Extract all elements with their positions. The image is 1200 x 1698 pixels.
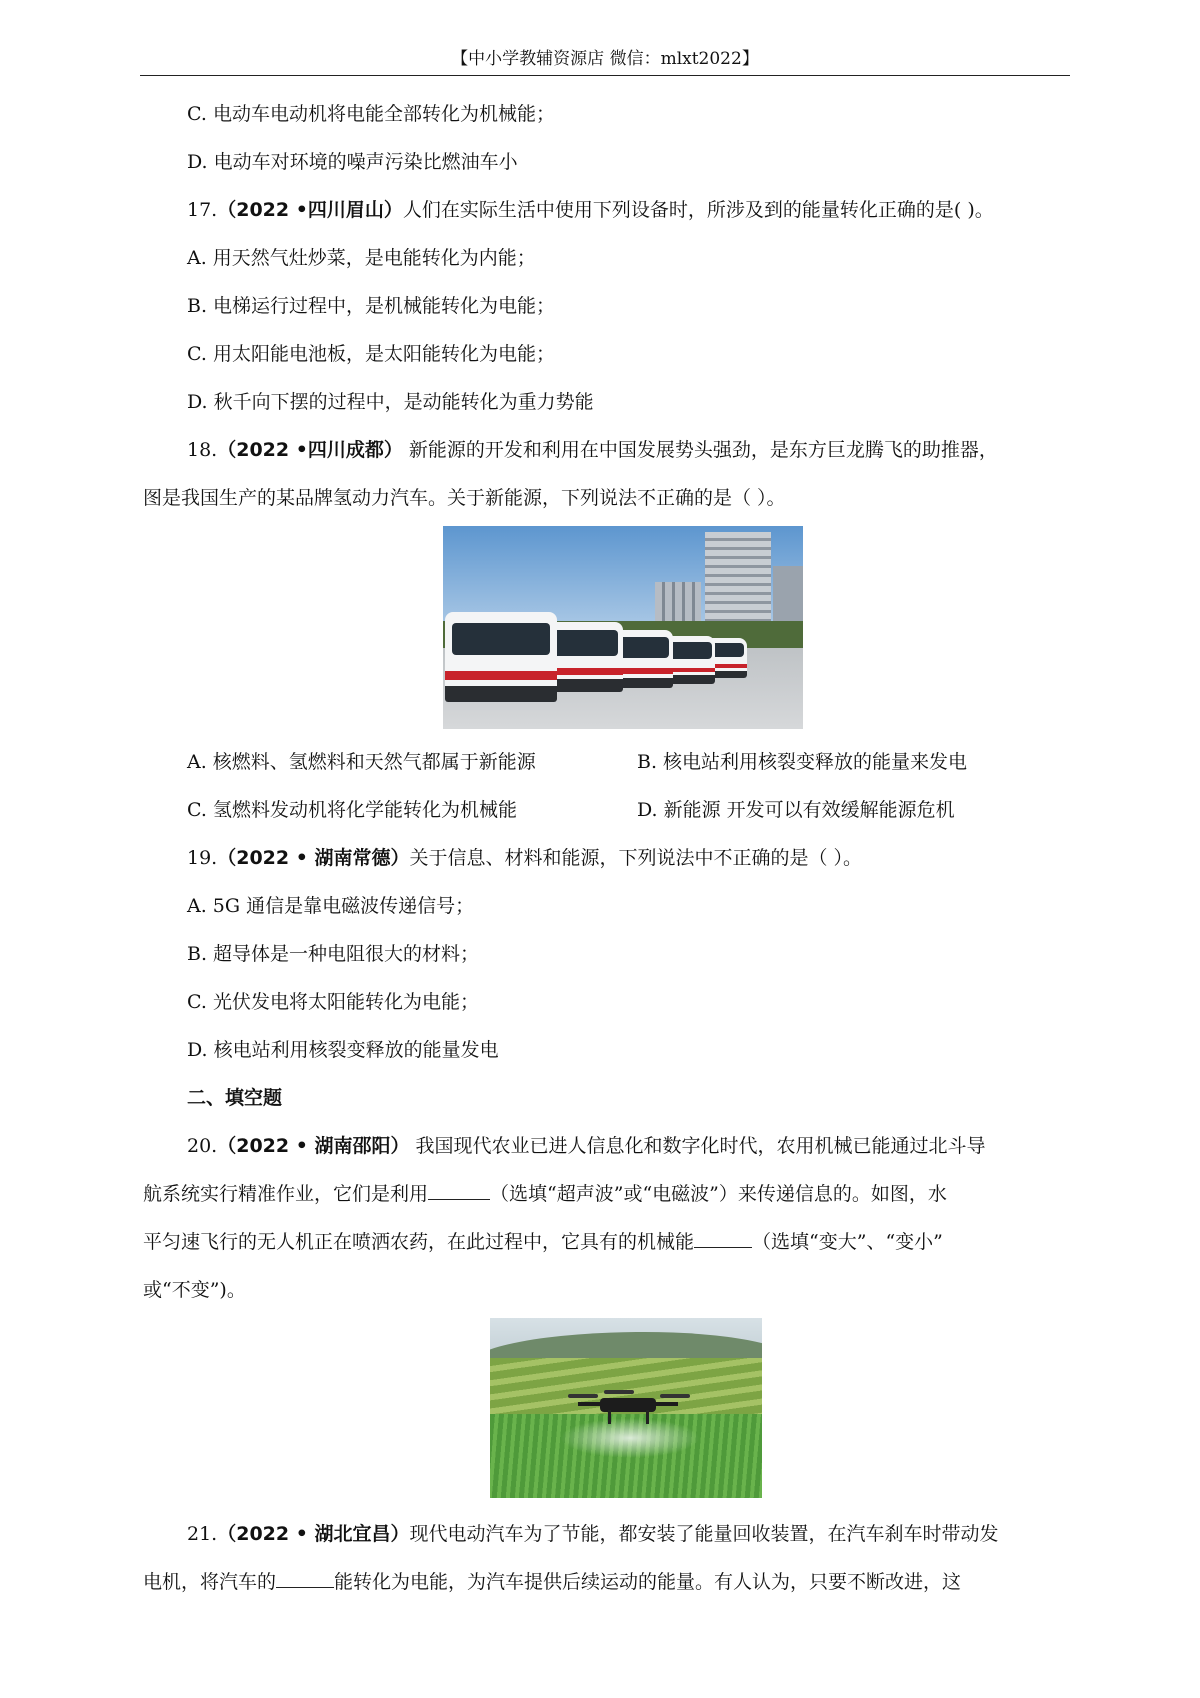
q20-stem-line-1	[187, 1133, 986, 1159]
drone-rotor	[660, 1394, 690, 1398]
q21-stem-1: 现代电动汽车为了节能，都安装了能量回收装置，在汽车刹车时带动发	[409, 1523, 999, 1545]
q17-option-d: D. 秋千向下摆的过程中，是动能转化为重力势能	[187, 391, 594, 413]
q16-option-d: D. 电动车对环境的噪声污染比燃油车小	[187, 151, 518, 173]
q18-stem-1: 新能源的开发和利用在中国发展势头强劲，是东方巨龙腾飞的助推器，	[402, 439, 998, 461]
q19-number: 19.	[187, 847, 218, 869]
q19-stem-line	[187, 845, 862, 871]
q18-option-b: B. 核电站利用核裂变释放的能量来发电	[637, 751, 968, 773]
header-divider	[140, 75, 1070, 76]
q17-source: （2022 •四川眉山）	[217, 199, 403, 221]
q20-stem-line-2	[143, 1181, 947, 1207]
q19-option-a: A. 5G 通信是靠电磁波传递信号；	[187, 895, 475, 917]
drone-rotor	[604, 1390, 634, 1394]
q21-stem-2b: 能转化为电能，为汽车提供后续运动的能量。有人认为，只要不断改进，这	[334, 1571, 962, 1593]
q21-number: 21.	[187, 1523, 218, 1545]
q20-stem-line-3	[143, 1229, 943, 1255]
q17-stem-line	[187, 197, 994, 223]
drone-leg	[646, 1410, 649, 1424]
q20-stem-2b: （选填“超声波”或“电磁波”）来传递信息的。如图，水	[490, 1183, 947, 1205]
q20-stem-3a: 平匀速飞行的无人机正在喷洒农药，在此过程中，它具有的机械能	[143, 1231, 695, 1253]
q18-stem-line-1	[187, 437, 998, 463]
q18-stem-line-2: 图是我国生产的某品牌氢动力汽车。关于新能源，下列说法不正确的是（ ）。	[143, 487, 786, 509]
q18-source: （2022 •四川成都）	[217, 439, 403, 461]
answer-blank[interactable]	[276, 1569, 334, 1588]
q21-source: （2022 • 湖北宜昌）	[217, 1523, 410, 1545]
q21-stem-line-2	[143, 1569, 961, 1595]
q18-option-row-1	[187, 749, 536, 775]
q20-stem-3b: （选填“变大”、“变小”	[752, 1231, 943, 1253]
drone-leg	[608, 1410, 611, 1424]
section-title-fill-in: 二、填空题	[187, 1087, 283, 1109]
pesticide-spray	[560, 1418, 700, 1458]
q18-option-d: D. 新能源 开发可以有效缓解能源危机	[637, 799, 955, 821]
q19-option-d: D. 核电站利用核裂变释放的能量发电	[187, 1039, 499, 1061]
crop-spraying-drone-photo	[490, 1318, 762, 1498]
q19-source: （2022 • 湖南常德）	[217, 847, 410, 869]
q21-stem-line-1	[187, 1521, 999, 1547]
answer-blank[interactable]	[694, 1229, 752, 1248]
q17-option-a: A. 用天然气灶炒菜，是电能转化为内能；	[187, 247, 536, 269]
q18-option-c: C. 氢燃料发动机将化学能转化为机械能	[187, 799, 517, 821]
q16-option-c: C. 电动车电动机将电能全部转化为机械能；	[187, 103, 555, 125]
q20-stem-2a: 航系统实行精准作业，它们是利用	[143, 1183, 429, 1205]
q20-number: 20.	[187, 1135, 218, 1157]
q18-number: 18.	[187, 439, 218, 461]
q20-stem-1: 我国现代农业已进人信息化和数字化时代，农用机械已能通过北斗导	[409, 1135, 986, 1157]
page-header: 【中小学教辅资源店 微信：mlxt2022】	[451, 49, 759, 69]
q19-option-b: B. 超导体是一种电阻很大的材料；	[187, 943, 480, 965]
hydrogen-bus-photo	[443, 526, 803, 729]
answer-blank[interactable]	[428, 1181, 490, 1200]
q20-stem-line-4: 或“不变”)。	[143, 1279, 246, 1301]
q20-source: （2022 • 湖南邵阳）	[217, 1135, 410, 1157]
q19-stem: 关于信息、材料和能源，下列说法中不正确的是（ ）。	[409, 847, 863, 869]
bus	[445, 612, 557, 702]
q18-option-a: A. 核燃料、氢燃料和天然气都属于新能源	[187, 751, 536, 773]
q21-stem-2a: 电机，将汽车的	[143, 1571, 277, 1593]
drone-rotor	[568, 1394, 598, 1398]
q17-stem: 人们在实际生活中使用下列设备时，所涉及到的能量转化正确的是( )。	[402, 199, 994, 221]
q17-option-b: B. 电梯运行过程中，是机械能转化为电能；	[187, 295, 556, 317]
q19-option-c: C. 光伏发电将太阳能转化为电能；	[187, 991, 479, 1013]
q17-option-c: C. 用太阳能电池板，是太阳能转化为电能；	[187, 343, 555, 365]
q17-number: 17.	[187, 199, 218, 221]
